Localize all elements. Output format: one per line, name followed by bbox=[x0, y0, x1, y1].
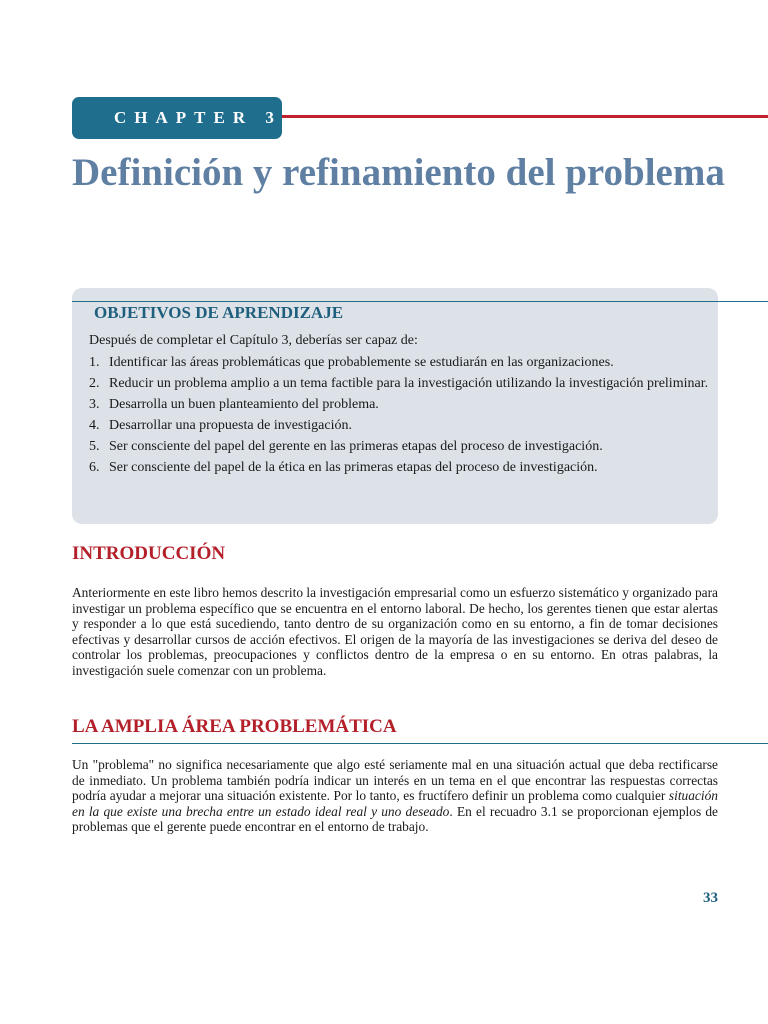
objectives-heading: OBJETIVOS DE APRENDIZAJE bbox=[94, 303, 344, 322]
introduction-heading: INTRODUCCIÓN bbox=[72, 543, 226, 564]
problem-area-rule bbox=[72, 743, 768, 744]
problem-definition-emphasis: situación en la que existe una brecha entre un estado ideal real y uno deseado bbox=[72, 788, 718, 819]
introduction-paragraph: Anteriormente en este libro hemos descrito la investigación empresarial como un esfuerzo sistemático y organizado para investigar un problema específico que se encuentra en el entorno laboral. De hecho, los gerentes tienen que estar alertas y responder a lo que está sucediendo, tanto dentro de su organización como en su entorno, a fin de tomar decisiones efectivas y desarrollar cursos de acción efectivos. El origen de la mayoría de las investigaciones se deriva del deseo de controlar los problemas, preocupaciones y conflictos dentro de la empresa o en su entorno. En otras palabras, la investigación suele comenzar con un problema. bbox=[72, 585, 718, 678]
objective-item bbox=[89, 416, 709, 435]
problem-area-paragraph bbox=[72, 757, 718, 835]
objective-text: Desarrollar una propuesta de investigación. bbox=[109, 418, 352, 433]
problem-area-heading: LA AMPLIA ÁREA PROBLEMÁTICA bbox=[72, 716, 397, 737]
objective-item bbox=[89, 353, 709, 372]
objectives-rule bbox=[72, 301, 768, 302]
chapter-header-rule bbox=[270, 115, 768, 118]
chapter-label-tab bbox=[72, 97, 282, 139]
page-number: 33 bbox=[703, 890, 718, 906]
objective-text: Ser consciente del papel del gerente en las primeras etapas del proceso de investigación. bbox=[109, 439, 603, 454]
chapter-label: CHAPTER 3 bbox=[114, 108, 282, 127]
objective-number: 6. bbox=[89, 460, 100, 475]
objective-item bbox=[89, 374, 709, 393]
objective-item bbox=[89, 395, 709, 414]
objective-number: 3. bbox=[89, 397, 100, 412]
objective-item bbox=[89, 437, 709, 456]
objective-number: 4. bbox=[89, 418, 100, 433]
objective-number: 2. bbox=[89, 376, 100, 391]
objectives-list bbox=[89, 353, 709, 479]
objective-item bbox=[89, 458, 709, 477]
problem-area-text-before: Un "problema" no significa necesariamente que algo esté seriamente mal en una situación actual que deba rectificarse de inmediato. Un problema también podría indicar un interés en un tema en el que encontrar las respuestas correctas podría ayudar a mejorar una situación existente. Por lo tanto, es fructífero definir un problema como cualquier bbox=[72, 757, 718, 803]
problem-area-text-after: . En el recuadro 3.1 se proporcionan ejemplos de problemas que el gerente puede encontrar en el entorno de trabajo. bbox=[72, 803, 718, 834]
chapter-title: Definición y refinamiento del problema bbox=[72, 151, 725, 194]
objectives-intro: Después de completar el Capítulo 3, deberías ser capaz de: bbox=[89, 333, 418, 348]
objective-number: 5. bbox=[89, 439, 100, 454]
objective-text: Desarrolla un buen planteamiento del problema. bbox=[109, 397, 379, 412]
objective-text: Reducir un problema amplio a un tema factible para la investigación utilizando la investigación preliminar. bbox=[109, 376, 709, 391]
objective-text: Ser consciente del papel de la ética en las primeras etapas del proceso de investigación. bbox=[109, 460, 598, 475]
objective-text: Identificar las áreas problemáticas que probablemente se estudiarán en las organizaciones. bbox=[109, 355, 614, 370]
objective-number: 1. bbox=[89, 355, 100, 370]
